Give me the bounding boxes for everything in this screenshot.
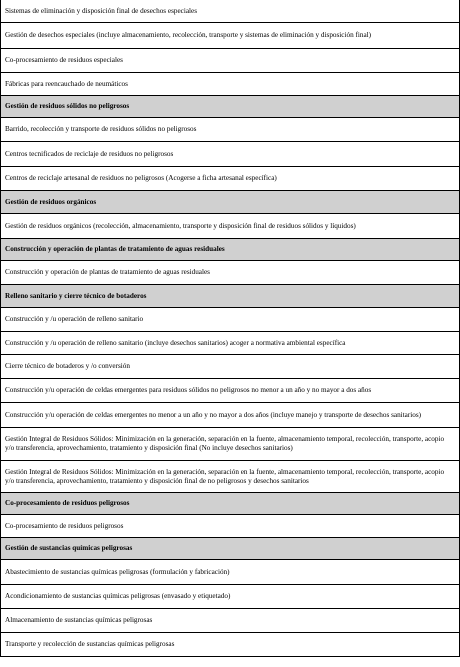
section-header-row bbox=[1, 492, 459, 514]
row-text: Construcción y/u operación de celdas emergentes para residuos sólidos no peligrosos no menor a un año y no mayor a dos años bbox=[5, 386, 372, 394]
table-row bbox=[1, 608, 459, 632]
row-text: Co-procesamiento de residuos peligrosos bbox=[5, 521, 124, 530]
table-row bbox=[1, 260, 459, 284]
table-row bbox=[1, 584, 459, 608]
row-text: Gestión Integral de Residuos Sólidos: Minimización en la generación, separación en la fuente, almacenamiento temporal, recolección, transporte, acopio y/o transferencia, aprovechamiento, tratamiento y disposición final (No incluye desechos sanitarios) bbox=[5, 435, 445, 452]
row-text: Co-procesamiento de residuos especiales bbox=[5, 56, 123, 64]
row-text: Almacenamiento de sustancias químicas peligrosas bbox=[5, 616, 153, 624]
table-row bbox=[1, 213, 459, 238]
table-row bbox=[1, 354, 459, 378]
table-row bbox=[1, 514, 459, 537]
row-text: Gestión de residuos orgánicos (recolección, almacenamiento, transporte y disposición final de residuos sólidos y líquidos) bbox=[5, 221, 356, 230]
row-text: Fábricas para reencauchado de neumáticos bbox=[5, 79, 128, 88]
table-row bbox=[1, 22, 459, 48]
row-text: Construcción y /u operación de relleno sanitario bbox=[5, 315, 144, 323]
table-row bbox=[1, 72, 459, 95]
row-text: Acondicionamiento de sustancias químicas peligrosas (envasado y etiquetado) bbox=[5, 592, 231, 600]
row-text: Sistemas de eliminación y disposición final de desechos especiales bbox=[5, 6, 198, 15]
section-header-row bbox=[1, 284, 459, 307]
section-header-text: Relleno sanitario y cierre técnico de botaderos bbox=[5, 291, 147, 300]
row-text: Transporte y recolección de sustancias químicas peligrosas bbox=[5, 640, 175, 648]
row-text: Construcción y/u operación de celdas emergentes no menor a un año y no mayor a dos años (incluye manejo y transporte de desechos sanitarios) bbox=[5, 410, 422, 419]
section-header-row bbox=[1, 537, 459, 559]
row-text: Gestión de desechos especiales (incluye almacenamiento, recolección, transporte y sistemas de eliminación y disposición final) bbox=[5, 31, 372, 39]
row-text: Abastecimiento de sustancias químicas peligrosas (formulación y fabricación) bbox=[5, 567, 230, 576]
table-row bbox=[1, 331, 459, 354]
table-row bbox=[1, 48, 459, 72]
row-text: Cierre técnico de botaderos y /o conversión bbox=[5, 362, 130, 370]
section-header-row bbox=[1, 190, 459, 213]
table-row bbox=[1, 141, 459, 166]
section-header-text: Construcción y operación de plantas de tratamiento de aguas residuales bbox=[5, 245, 225, 253]
row-text: Construcción y /u operación de relleno sanitario (incluye desechos sanitarios) acoger a normativa ambiental específica bbox=[5, 338, 346, 347]
section-header-text: Gestión de residuos orgánicos bbox=[5, 197, 97, 206]
row-text: Centros tecnificados de reciclaje de residuos no peligrosos bbox=[5, 149, 174, 158]
row-text: Barrido, recolección y transporte de residuos sólidos no peligrosos bbox=[5, 125, 197, 133]
table-row bbox=[1, 378, 459, 402]
section-header-row bbox=[1, 95, 459, 117]
table-row bbox=[1, 0, 459, 22]
row-text: Centros de reciclaje artesanal de residuos no peligrosos (Acogerse a ficha artesanal específica) bbox=[5, 174, 277, 182]
table-row bbox=[1, 307, 459, 331]
row-text: Gestión Integral de Residuos Sólidos: Minimización en la generación, separación en la fuente, almacenamiento temporal, recolección, transporte, acopio y/o transferencia, aprovechamiento, tratamiento y disposición final de no peligrosos y desechos sanitarios bbox=[5, 467, 445, 485]
table-row bbox=[1, 632, 459, 656]
table-row bbox=[1, 402, 459, 427]
table-row bbox=[1, 559, 459, 584]
section-header-text: Co-procesamiento de residuos peligrosos bbox=[5, 499, 130, 507]
table-row bbox=[1, 166, 459, 190]
table-row bbox=[1, 427, 459, 460]
section-header-row bbox=[1, 238, 459, 260]
row-text: Construcción y operación de plantas de tratamiento de aguas residuales bbox=[5, 268, 210, 276]
table-row bbox=[1, 460, 459, 492]
section-header-text: Gestión de residuos sólidos no peligrosos bbox=[5, 102, 130, 110]
section-header-text: Gestión de sustancias químicas peligrosas bbox=[5, 544, 133, 552]
table-row bbox=[1, 117, 459, 141]
